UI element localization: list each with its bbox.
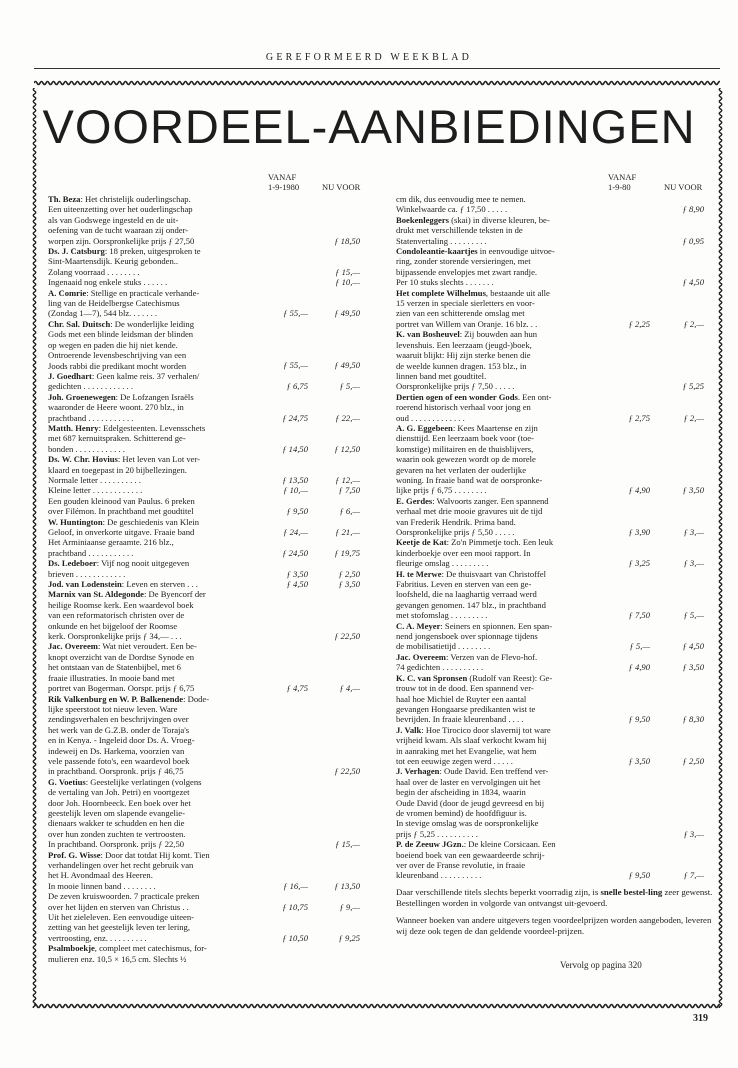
offer-text-line: Het complete Wilhelmus, bestaande uit alle xyxy=(396,287,550,298)
offer-text-line: cm dik, dus eenvoudig mee te nemen. xyxy=(396,194,526,204)
offer-text-line: Prof. G. Wisse: Door dat totdat Hij komt. Tien xyxy=(48,849,210,860)
price-from: ƒ 9,50 xyxy=(628,714,650,725)
offer-text-line: het H. Avondmaal des Heeren. xyxy=(48,870,153,881)
offer-text-line: bevrijden. In fraaie kleurenband . . . . xyxy=(396,714,524,725)
offer-text-line: haal over de laster en vervolgingen uit het xyxy=(396,776,541,787)
offer-text-line: oefening van de tucht waaraan zij onder- xyxy=(48,225,189,236)
offer-entry xyxy=(48,641,358,693)
price-now: ƒ 5,— xyxy=(683,610,704,621)
price-now: ƒ 13,50 xyxy=(334,880,360,891)
offer-text-line: knopt overzicht van de Dordtse Synode en xyxy=(48,651,195,662)
offer-entry xyxy=(48,485,358,495)
offer-text-line: Jac. Overeem: Verzen van de Flevo-hof. xyxy=(396,651,538,662)
offer-text-line: C. A. Meyer: Seiners en spionnen. Een span- xyxy=(396,620,553,631)
price-now: ƒ 8,90 xyxy=(682,204,704,215)
offer-text-line: zendingsverhalen en beschrijvingen over xyxy=(48,714,189,725)
offer-text-line: vertroosting, enz. . . . . . . . . . xyxy=(48,932,147,943)
price-from: ƒ 13,50 xyxy=(282,474,308,485)
offer-text-line: Oorspronkelijke prijs ƒ 7,50 . . . . . xyxy=(396,381,515,392)
price-now: ƒ 5,— xyxy=(339,381,360,392)
price-now: ƒ 21,— xyxy=(335,526,360,537)
offer-text-line: heilige Roomse kerk. Een waardevol boek xyxy=(48,599,194,610)
offer-entry xyxy=(396,766,718,839)
price-now: ƒ 7,— xyxy=(683,870,704,881)
offer-text-line: J. Valk: Hoe Tirocico door slavernij tot ware xyxy=(396,724,551,735)
offer-text-line: verhandelingen over het recht gebruik van xyxy=(48,860,194,870)
offer-text-line: boeiend boek van een gewaardeerde schrij- xyxy=(396,849,545,860)
offer-text-line: haal hoe Michiel de Ruyter een aantal xyxy=(396,693,527,704)
order-notes xyxy=(396,887,718,943)
right-head-vanaf: VANAF 1-9-80 xyxy=(608,172,637,192)
offer-text-line: bonden . . . . . . . . . . . . xyxy=(48,443,125,454)
right-border xyxy=(718,88,723,1008)
price-from: ƒ 5,— xyxy=(629,641,650,652)
price-from: ƒ 10,50 xyxy=(282,932,308,943)
offer-text-line: waaronder de Heere woont. 270 blz., in xyxy=(48,402,184,413)
offer-entry xyxy=(48,454,358,485)
offer-text-line: van Frederik Hendrik. Prima band. xyxy=(396,516,516,527)
offer-text-line: de vromen bemind) de hoofdfiguur is. xyxy=(396,807,527,818)
offer-text-line: loofsheld, die na laaghartig verraad werd xyxy=(396,589,537,600)
offer-text-line: portret van Willem van Oranje. 16 blz. . . xyxy=(396,318,538,329)
offer-text-line: Oude David (door de jeugd gevreesd en bij xyxy=(396,797,545,808)
right-head-nuvoor: NU VOOR xyxy=(664,182,703,192)
offer-text-line: lijke speerstoot tot nieuw leven. Ware xyxy=(48,703,178,714)
offer-entry xyxy=(48,558,358,579)
offer-text-line: Marnix van St. Aldegonde: De Byencorf der xyxy=(48,589,206,600)
offer-text-line: Ingenaaid nog enkele stuks . . . . . . xyxy=(48,277,168,288)
offer-entry xyxy=(396,839,718,881)
price-now: ƒ 3,— xyxy=(683,526,704,537)
price-now: ƒ 18,50 xyxy=(334,235,360,246)
offer-text-line: De zeven kruiswoorden. 7 practicale preken xyxy=(48,891,200,902)
price-now: ƒ 22,50 xyxy=(334,631,360,642)
offer-text-line: drukt met verschillende teksten in de xyxy=(396,225,523,236)
price-now: ƒ 3,50 xyxy=(682,662,704,673)
offer-text-line: (Zondag 1—7), 544 blz. . . . . . . xyxy=(48,308,158,319)
offer-text-line: In stevige omslag was de oorspronkelijke xyxy=(396,818,539,829)
offer-text-line: Fabritius. Leven en sterven van een ge- xyxy=(396,579,532,590)
offer-text-line: komstige) militairen en de thuisblijvers, xyxy=(396,443,534,454)
offer-text-line: geestelijk leven om slapende evangelie- xyxy=(48,807,185,818)
offer-text-line: Kleine letter . . . . . . . . . . . . xyxy=(48,485,143,496)
offer-text-line: van een reformatorisch christen over de xyxy=(48,610,185,621)
offer-text-line: trouw tot in de dood. Een spannend ver- xyxy=(396,683,534,694)
price-from: ƒ 3,50 xyxy=(628,755,650,766)
offer-text-line: prachtband . . . . . . . . . . . xyxy=(48,412,134,423)
offer-text-line: Normale letter . . . . . . . . . . xyxy=(48,474,141,485)
offer-text-line: zetting van het geestelijk leven ter lering, xyxy=(48,922,190,933)
offer-text-line: K. C. van Spronsen (Rudolf van Reest): Ge- xyxy=(396,672,553,683)
price-now: ƒ 12,— xyxy=(335,474,360,485)
offer-text-line: over het lijden en sterven van Christus . . xyxy=(48,901,189,912)
offer-text-line: Jac. Overeem: Wat niet veroudert. Een be- xyxy=(48,641,197,652)
offer-entry xyxy=(48,579,358,589)
offer-text-line: zien van een schitterende omslag met xyxy=(396,308,525,319)
left-offer-list xyxy=(48,194,358,964)
offer-text-line: ring, zonder storende versieringen, met xyxy=(396,256,531,267)
offer-entry xyxy=(396,621,718,652)
price-now: ƒ 49,50 xyxy=(334,308,360,319)
offer-entry xyxy=(396,537,718,568)
offer-entry xyxy=(396,725,718,767)
offer-text-line: lijke prijs ƒ 6,75 . . . . . . . . xyxy=(396,485,487,496)
price-now: ƒ 2,— xyxy=(683,412,704,423)
order-note: Wanneer boeken van andere uitgevers tegen voordeelprijzen worden aangeboden, leveren wij deze ook tegen de dan geldende voordeel-prijzen. xyxy=(396,915,712,936)
price-from: ƒ 3,90 xyxy=(628,526,650,537)
continued-note: Vervolg op pagina 320 xyxy=(560,960,642,970)
offer-entry xyxy=(48,537,358,558)
left-head-vanaf: VANAF 1-9-1980 xyxy=(268,172,300,192)
price-from: ƒ 7,50 xyxy=(628,610,650,621)
offer-entry xyxy=(396,569,718,621)
offer-entry xyxy=(396,496,718,538)
offer-text-line: Ds. J. Catsburg: 18 preken, uitgesproken te xyxy=(48,246,201,257)
offer-text-line: Oorspronkelijke prijs ƒ 5,50 . . . . . xyxy=(396,527,515,537)
offer-text-line: Per 10 stuks slechts . . . . . . . xyxy=(396,277,494,288)
price-now: ƒ 10,— xyxy=(335,277,360,288)
offer-text-line: K. van Bosheuvel: Zij bouwden aan hun xyxy=(396,329,538,340)
offer-text-line: Matth. Henry: Edelgesteenten. Levensschets xyxy=(48,422,206,433)
offer-text-line: fleurige omslag . . . . . . . . . xyxy=(396,558,489,569)
top-border xyxy=(34,80,720,86)
offer-entry xyxy=(48,392,358,423)
offer-text-line: woning. In fraaie band wat de oorspronke- xyxy=(396,474,543,485)
price-from: ƒ 16,— xyxy=(283,880,308,891)
offer-text-line: het werk van de G.Z.B. onder de Toraja's xyxy=(48,724,190,735)
page-number: 319 xyxy=(693,1013,708,1024)
offer-text-line: Gods met een blinde leidsman der blinden xyxy=(48,329,194,340)
offer-entry xyxy=(396,215,718,246)
price-now: ƒ 3,50 xyxy=(338,579,360,590)
price-now: ƒ 2,50 xyxy=(338,568,360,579)
offer-entry xyxy=(396,652,718,673)
left-head-nuvoor: NU VOOR xyxy=(322,182,361,192)
price-from: ƒ 10,— xyxy=(283,485,308,496)
offer-text-line: en in Kenya. - Ingeleid door Ds. A. Vroeg- xyxy=(48,735,195,746)
magazine-header: GEREFORMEERD WEEKBLAD xyxy=(265,52,473,63)
price-from: ƒ 9,50 xyxy=(286,506,308,517)
offer-text-line: waaruit blijkt: Hij zijn sterke benen die xyxy=(396,350,531,361)
price-from: ƒ 24,— xyxy=(283,526,308,537)
offer-text-line: Boekenleggers (skai) in diverse kleuren, be- xyxy=(396,214,550,225)
offer-text-line: J. Verhagen: Oude David. Een treffend ver- xyxy=(396,766,549,777)
offer-entry xyxy=(396,381,718,391)
left-border xyxy=(32,88,37,1008)
offer-text-line: vrijheid kwam. Als slaaf verkocht kwam hij xyxy=(396,735,547,746)
offer-text-line: J. Goedhart: Geen kalme reis. 37 verhalen/ xyxy=(48,370,200,381)
offer-text-line: Ontroerende levensbeschrijving van een xyxy=(48,350,187,361)
offer-text-line: gevangen genomen. 147 blz., in prachtband xyxy=(396,599,546,610)
offer-text-line: In prachtband. Oorspronk. prijs ƒ 22,50 xyxy=(48,839,185,850)
offer-text-line: waarin ook gewezen wordt op de morele xyxy=(396,454,536,465)
offer-text-line: Jod. van Lodenstein: Leven en sterven . . . xyxy=(48,579,198,590)
offer-text-line: in prachtband. Oorspronk. prijs ƒ 46,75 xyxy=(48,766,184,777)
offer-text-line: Ds. Ledeboer: Vijf nog nooit uitgegeven xyxy=(48,558,190,569)
offer-text-line: tot een eeuwige zegen werd . . . . . xyxy=(396,755,513,766)
offer-text-line: Condoleantie-kaartjes in eenvoudige uitvoe- xyxy=(396,246,555,257)
offer-text-line: vele passende foto's, een waardevol boek xyxy=(48,755,190,766)
price-now: ƒ 49,50 xyxy=(334,360,360,371)
offer-entry xyxy=(48,891,358,912)
offer-text-line: Ds. W. Chr. Hovius: Het leven van Lot ver- xyxy=(48,454,201,465)
offer-text-line: portret van Bogerman. Oorspr. prijs ƒ 6,75 xyxy=(48,683,195,694)
offer-text-line: de vertaling van Joh. Petri) en voortgezet xyxy=(48,787,190,798)
price-now: ƒ 22,50 xyxy=(334,766,360,777)
offer-entry xyxy=(48,496,358,517)
offer-entry xyxy=(48,319,358,371)
offer-text-line: Het Arminiaanse geraamte. 216 blz., xyxy=(48,537,174,548)
offer-entry xyxy=(48,912,358,943)
price-now: ƒ 4,50 xyxy=(682,641,704,652)
price-now: ƒ 9,25 xyxy=(338,932,360,943)
offer-text-line: P. de Zeeuw JGzn.: De kleine Corsicaan. Een xyxy=(396,839,556,850)
offer-entry xyxy=(48,850,358,892)
offer-entry xyxy=(48,517,358,538)
offer-text-line: Rik Valkenburg en W. P. Balkenende: Dode- xyxy=(48,693,210,704)
offer-text-line: worpen zijn. Oorspronkelijke prijs ƒ 27,50 xyxy=(48,235,195,246)
offer-entry xyxy=(48,246,358,277)
offer-text-line: ling van de Heidelbergse Catechismus xyxy=(48,298,180,309)
offer-entry xyxy=(48,589,358,641)
offer-text-line: de mobilisatietijd . . . . . . . . xyxy=(396,641,491,652)
price-from: ƒ 10,75 xyxy=(282,901,308,912)
bottom-border xyxy=(34,1003,720,1009)
offer-text-line: in aanraking met het Evangelie, wat hem xyxy=(396,745,537,756)
price-now: ƒ 0,95 xyxy=(682,235,704,246)
offer-entry xyxy=(396,423,718,496)
offer-text-line: fraaie illustraties. In mooie band met xyxy=(48,672,175,683)
offer-text-line: het ontstaan van de Statenbijbel, met 6 xyxy=(48,662,181,673)
price-now: ƒ 4,— xyxy=(339,683,360,694)
price-from: ƒ 2,75 xyxy=(628,412,650,423)
price-from: ƒ 4,90 xyxy=(628,662,650,673)
price-from: ƒ 4,90 xyxy=(628,485,650,496)
price-now: ƒ 8,30 xyxy=(682,714,704,725)
price-now: ƒ 22,— xyxy=(335,412,360,423)
offer-entry xyxy=(396,673,718,725)
offer-entry xyxy=(396,329,718,381)
offer-text-line: oud . . . . . . . . . . . . . xyxy=(396,412,465,423)
price-now: ƒ 3,50 xyxy=(682,485,704,496)
offer-text-line: als van Godswege ingesteld en de uit- xyxy=(48,214,179,225)
offer-text-line: kerk. Oorspronkelijke prijs ƒ 34,— . . . xyxy=(48,631,182,642)
price-from: ƒ 55,— xyxy=(283,308,308,319)
offer-text-line: Zolang voorraad . . . . . . . . xyxy=(48,266,140,277)
offer-text-line: H. te Merwe: De thuisvaart van Christoffel xyxy=(396,568,546,579)
price-now: ƒ 3,— xyxy=(683,558,704,569)
price-from: ƒ 2,25 xyxy=(628,318,650,329)
offer-text-line: A. G. Eggebeen: Kees Maartense en zijn xyxy=(396,422,538,433)
offer-text-line: gevangen Hongaarse predikanten wist te xyxy=(396,703,536,714)
price-now: ƒ 2,50 xyxy=(682,755,704,766)
offer-text-line: Joh. Groenewegen: De Lofzangen Israëls xyxy=(48,391,194,402)
offer-entry xyxy=(48,288,358,319)
offer-text-line: klaard en toegepast in 20 bijbellezingen. xyxy=(48,464,187,475)
page-title: VOORDEEL-AANBIEDINGEN xyxy=(42,100,696,153)
offer-text-line: met 687 kernuitspraken. Schitterend ge- xyxy=(48,433,186,444)
price-now: ƒ 15,— xyxy=(335,839,360,850)
offer-text-line: Een gouden kleinood van Paulus. 6 preken xyxy=(48,495,195,506)
price-from: ƒ 14,50 xyxy=(282,443,308,454)
right-offer-list xyxy=(396,194,718,881)
offer-entry xyxy=(48,194,358,246)
offer-text-line: linnen band met goudtitel. xyxy=(396,370,487,381)
offer-text-line: door Joh. Hoornbeeck. Een boek over het xyxy=(48,797,191,808)
offer-text-line: A. Comrie: Stellige en practicale verhande- xyxy=(48,287,200,298)
offer-text-line: diensttijd. Een leerzaam boek voor (toe- xyxy=(396,433,534,444)
price-now: ƒ 9,— xyxy=(339,901,360,912)
offer-text-line: Keetje de Kat: Zo'n Pimmetje toch. Een leuk xyxy=(396,537,554,548)
offer-text-line: over Filémon. In prachtband met goudtitel xyxy=(48,506,194,517)
price-from: ƒ 4,75 xyxy=(286,683,308,694)
offer-entry xyxy=(48,694,358,777)
offer-text-line: Uit het zieleleven. Een eenvoudige uiteen- xyxy=(48,912,195,923)
price-from: ƒ 3,50 xyxy=(286,568,308,579)
offer-text-line: 15 verzen in speciale sierletters en voor- xyxy=(396,298,535,309)
offer-entry xyxy=(48,371,358,392)
offer-text-line: brieven . . . . . . . . . . . . xyxy=(48,568,126,579)
price-now: ƒ 4,50 xyxy=(682,277,704,288)
offer-text-line: gedichten . . . . . . . . . . . . xyxy=(48,381,133,392)
price-from: ƒ 24,50 xyxy=(282,547,308,558)
offer-text-line: E. Gerdes: Walvoorts zanger. Een spannend xyxy=(396,495,549,506)
offer-entry xyxy=(48,777,358,850)
offer-text-line: 74 gedichten . . . . . . . . . . xyxy=(396,662,484,673)
price-from: ƒ 6,75 xyxy=(286,381,308,392)
price-from: ƒ 4,50 xyxy=(286,579,308,590)
offer-text-line: begin der afscheiding in 1834, waarin xyxy=(396,787,526,798)
offer-text-line: Geloof, in onverkorte uitgave. Fraaie band xyxy=(48,527,195,537)
offer-text-line: prachtband . . . . . . . . . . . xyxy=(48,547,134,558)
offer-text-line: levenshuis. Een leerzaam (jeugd-)boek, xyxy=(396,339,532,350)
offer-text-line: nend jongensboek over spionnage tijdens xyxy=(396,631,538,642)
offer-text-line: gevaren na het verlaten der ouderlijke xyxy=(396,464,527,475)
price-from: ƒ 55,— xyxy=(283,360,308,371)
offer-text-line: Th. Beza: Het christelijk ouderlingschap. xyxy=(48,194,191,204)
offer-text-line: kleurenband . . . . . . . . . . xyxy=(396,870,482,881)
offer-text-line: dienaars wakker te schudden en hen die xyxy=(48,818,185,829)
offer-text-line: Joods rabbi die predikant mocht worden xyxy=(48,360,187,371)
offer-text-line: Statenvertaling . . . . . . . . . xyxy=(396,235,487,246)
price-from: ƒ 24,75 xyxy=(282,412,308,423)
offer-entry xyxy=(396,392,718,423)
offer-entry xyxy=(396,194,718,215)
price-now: ƒ 2,— xyxy=(683,318,704,329)
offer-text-line: over hun zonden zuchten te vertroosten. xyxy=(48,828,186,839)
offer-text-line: Sint-Maartensdijk. Keurig gebonden.. xyxy=(48,256,179,267)
price-now: ƒ 3,— xyxy=(683,828,704,839)
offer-text-line: Chr. Sal. Duitsch: De wonderlijke leiding xyxy=(48,318,195,329)
offer-text-line: G. Voetius: Geestelijke verlatingen (volgens xyxy=(48,776,202,787)
price-now: ƒ 7,50 xyxy=(338,485,360,496)
offer-text-line: op wegen en paden die hij niet kende. xyxy=(48,339,178,350)
offer-text-line: met stofomslag . . . . . . . . . xyxy=(396,610,488,621)
offer-text-line: prijs ƒ 5,25 . . . . . . . . . . xyxy=(396,828,478,839)
offer-text-line: roerend historisch verhaal voor jong en xyxy=(396,402,531,413)
price-now: ƒ 15,— xyxy=(335,266,360,277)
offer-text-line: kinderboekje over een mooi rapport. In xyxy=(396,547,531,558)
offer-entry xyxy=(396,288,718,330)
offer-entry xyxy=(48,277,358,287)
offer-text-line: W. Huntington: De geschiedenis van Klein xyxy=(48,516,200,527)
price-from: ƒ 3,25 xyxy=(628,558,650,569)
offer-text-line: Winkelwaarde ca. ƒ 17,50 . . . . . xyxy=(396,204,508,215)
offer-entry xyxy=(48,423,358,454)
offer-text-line: mulieren enz. 10,5 × 16,5 cm. Slechts ½ xyxy=(48,953,187,964)
price-now: ƒ 12,50 xyxy=(334,443,360,454)
offer-text-line: In mooie linnen band . . . . . . . . xyxy=(48,880,156,891)
offer-text-line: ver over de Franse revolutie, in fraaie xyxy=(396,860,526,870)
offer-text-line: verhaal met drie mooie gravures uit de tijd xyxy=(396,506,543,517)
header-rule xyxy=(34,68,720,69)
offer-text-line: de weelde kunnen dragen. 153 blz., in xyxy=(396,360,527,371)
offer-entry xyxy=(396,246,718,288)
offer-entry xyxy=(48,943,358,964)
offer-text-line: indeweij en Ds. Harkema, voorzien van xyxy=(48,745,185,756)
price-now: ƒ 5,25 xyxy=(682,381,704,392)
offer-text-line: onkunde en het bijgeloof der Roomse xyxy=(48,620,178,631)
offer-text-line: Dertien ogen of een wonder Gods. Een ont- xyxy=(396,391,552,402)
price-from: ƒ 9,50 xyxy=(628,870,650,881)
order-note: Daar verschillende titels slechts beperkt voorradig zijn, is snelle bestel-ling zeer gewenst. Bestellingen worden in volgorde van ontvangst uit-gevoerd. xyxy=(396,887,713,908)
offer-text-line: Psalmboekje, compleet met catechismus, for- xyxy=(48,943,207,954)
offer-text-line: bijpassende envelopjes met zwart randje. xyxy=(396,266,538,277)
price-now: ƒ 19,75 xyxy=(334,547,360,558)
price-now: ƒ 6,— xyxy=(339,506,360,517)
offer-text-line: Een uiteenzetting over het ouderlingschap xyxy=(48,204,193,215)
